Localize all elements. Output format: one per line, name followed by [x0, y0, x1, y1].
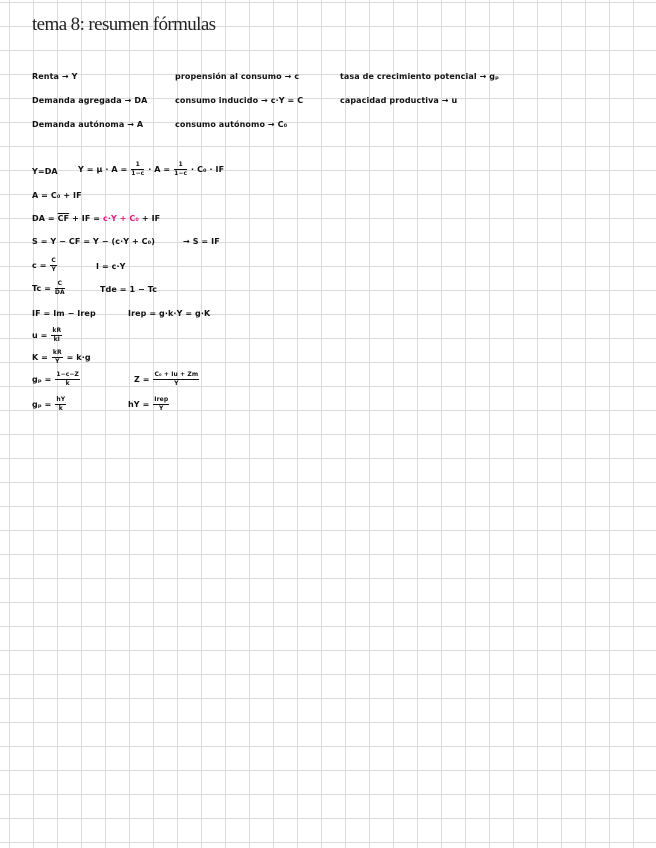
fraction: $\frac{\text{C₀ + Iu + Zm}}{Y}$: [154, 371, 199, 387]
fraction: $\frac{kR}{kI}$: [52, 327, 62, 343]
page-title: tema 8: resumen fórmulas: [32, 14, 216, 35]
formula-investment: IF = Im − Irep: [32, 309, 96, 318]
formula-capital: K = $\frac{kR}{Y}$ = k·g: [32, 349, 91, 365]
fraction: $\frac{1}{1-c}$: [131, 161, 145, 177]
formula-hy: hY = $\frac{\text{Irep}}{Y}$: [128, 396, 169, 412]
definition-consumo-inducido: consumo inducido → c·Y = C: [175, 96, 304, 105]
formula-savings-result: → S = IF: [183, 237, 220, 246]
formula-induced-consumption: I = c·Y: [96, 262, 126, 271]
fraction: $\frac{C}{Y}$: [51, 257, 56, 273]
definition-tasa-crecimiento: tasa de crecimiento potencial → gₚ: [340, 72, 500, 81]
fraction: $\frac{kR}{Y}$: [52, 349, 62, 365]
formula-growth-rate-alt: gₚ = $\frac{hY}{k}$: [32, 396, 66, 412]
formula-multiplier: Y = μ · A = $\frac{1}{1-c}$ · A = $\frac{1}{1-c}$ · C₀ · IF: [78, 161, 225, 177]
highlighted-term: c·Y + C₀: [102, 214, 140, 223]
definition-renta: Renta → Y: [32, 72, 78, 81]
formula-replacement-investment: Irep = g·k·Y = g·K: [128, 309, 211, 318]
definition-demanda-agregada: Demanda agregada → DA: [32, 96, 148, 105]
formula-z: Z = $\frac{\text{C₀ + Iu + Zm}}{Y}$: [134, 371, 199, 387]
formula-growth-rate: gₚ = $\frac{1-c-Z}{k}$: [32, 371, 79, 387]
definition-consumo-autonomo: consumo autónomo → C₀: [175, 120, 288, 129]
formula-aggregate-demand: DA = $\overline{CF}$ + IF = c·Y + C₀ + IF: [32, 214, 161, 223]
fraction: $\frac{C}{DA}$: [54, 280, 65, 296]
formula-propensity: c = $\frac{C}{Y}$: [32, 257, 56, 273]
formula-savings: S = Y − CF = Y − (c·Y + C₀): [32, 237, 156, 246]
formula-tde: Tde = 1 − Tc: [100, 285, 158, 294]
formula-autonomous-demand: A = C₀ + IF: [32, 191, 82, 200]
fraction: $\frac{hY}{k}$: [56, 396, 66, 412]
formula-capacity: u = $\frac{kR}{kI}$: [32, 327, 62, 343]
definition-capacidad-productiva: capacidad productiva → u: [340, 96, 458, 105]
fraction: $\frac{\text{Irep}}{Y}$: [154, 396, 169, 412]
formula-equilibrium: Y=DA: [32, 167, 58, 176]
fraction: $\frac{1}{1-c}$: [174, 161, 188, 177]
definition-demanda-autonoma: Demanda autónoma → A: [32, 120, 144, 129]
formula-tc: Tc = $\frac{C}{DA}$: [32, 280, 65, 296]
fraction: $\frac{1-c-Z}{k}$: [56, 371, 79, 387]
definition-propension-consumo: propensión al consumo → c: [175, 72, 300, 81]
